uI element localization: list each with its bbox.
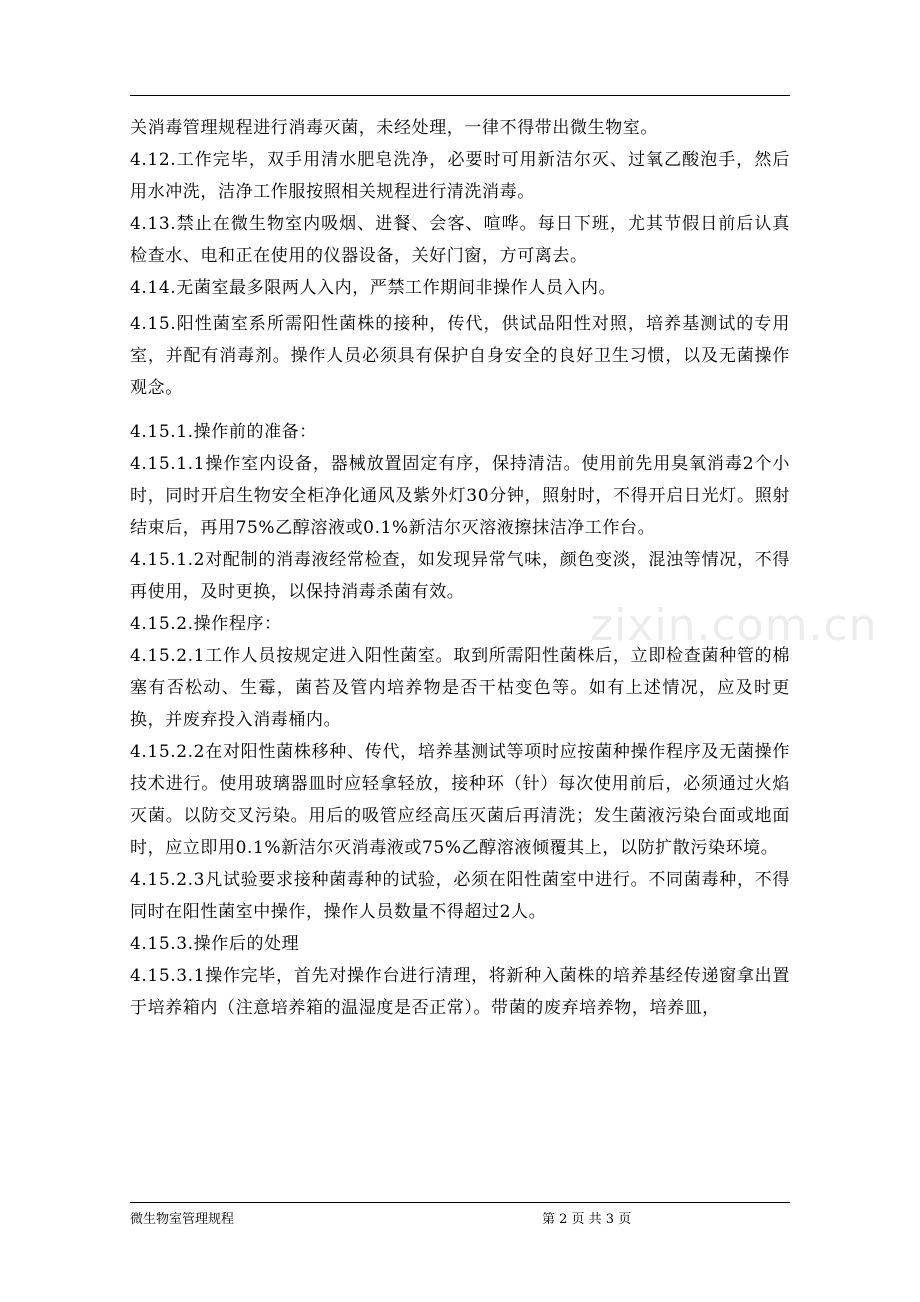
paragraph-4-15-2: 4.15.2.操作程序： — [130, 614, 282, 634]
paragraph-continued: 关消毒管理规程进行消毒灭菌，未经处理，一律不得带出微生物室。 — [130, 118, 658, 138]
paragraph-4-15-3: 4.15.3.操作后的处理 — [130, 934, 300, 954]
header-rule — [130, 95, 790, 96]
footer-rule — [130, 1202, 790, 1203]
footer-page-number: 第 2 页 共 3 页 — [542, 1212, 632, 1227]
paragraph-4-12: 4.12.工作完毕，双手用清水肥皂洗净，必要时可用新洁尔灭、过氧乙酸泡手，然后用水冲洗，洁净工作服按照相关规程进行清洗消毒。 — [130, 150, 790, 202]
paragraph-4-14: 4.14.无菌室最多限两人入内，严禁工作期间非操作人员入内。 — [130, 278, 617, 298]
paragraph-4-15-2-1: 4.15.2.1工作人员按规定进入阳性菌室。取到所需阳性菌株后，立即检查菌种管的棉塞有否松动、生霉，菌苔及管内培养物是否干枯变色等。如有上述情况，应及时更换，并废弃投入消毒桶内。 — [130, 646, 790, 730]
paragraph-4-13: 4.13.禁止在微生物室内吸烟、进餐、会客、喧哗。每日下班，尤其节假日前后认真检查水、电和正在使用的仪器设备，关好门窗，方可离去。 — [130, 214, 790, 266]
footer-document-title: 微生物室管理规程 — [130, 1212, 235, 1227]
paragraph-4-15-2-3: 4.15.2.3凡试验要求接种菌毒种的试验，必须在阳性菌室中进行。不同菌毒种，不得同时在阳性菌室中操作，操作人员数量不得超过2人。 — [130, 870, 790, 922]
document-body — [130, 112, 790, 1024]
paragraph-4-15-1-1: 4.15.1.1操作室内设备，器械放置固定有序，保持清洁。使用前先用臭氧消毒2个小时，同时开启生物安全柜净化通风及紫外灯30分钟，照射时，不得开启日光灯。照射结束后，再用75%乙醇溶液或0.1%新洁尔灭溶液擦抹洁净工作台。 — [130, 454, 790, 538]
paragraph-4-15-1: 4.15.1.操作前的准备： — [130, 422, 317, 442]
paragraph-4-15-1-2: 4.15.1.2对配制的消毒液经常检查，如发现异常气味，颜色变淡，混浊等情况，不得再使用，及时更换，以保持消毒杀菌有效。 — [130, 550, 790, 602]
paragraph-4-15-2-2: 4.15.2.2在对阳性菌株移种、传代，培养基测试等项时应按菌种操作程序及无菌操作技术进行。使用玻璃器皿时应轻拿轻放，接种环（针）每次使用前后，必须通过火焰灭菌。以防交叉污染。用后的吸管应经高压灭菌后再清洗；发生菌液污染台面或地面时，应立即用0.1%新洁尔灭消毒液或75%乙醇溶液倾覆其上，以防扩散污染环境。 — [130, 742, 790, 858]
watermark: zixin.com.cn — [590, 600, 878, 651]
paragraph-4-15-3-1: 4.15.3.1操作完毕，首先对操作台进行清理，将新种入菌株的培养基经传递窗拿出置于培养箱内（注意培养箱的温湿度是否正常）。带菌的废弃培养物，培养皿， — [130, 966, 790, 1018]
paragraph-4-15: 4.15.阳性菌室系所需阳性菌株的接种，传代，供试品阳性对照，培养基测试的专用室，并配有消毒剂。操作人员必须具有保护自身安全的良好卫生习惯，以及无菌操作观念。 — [130, 314, 790, 398]
